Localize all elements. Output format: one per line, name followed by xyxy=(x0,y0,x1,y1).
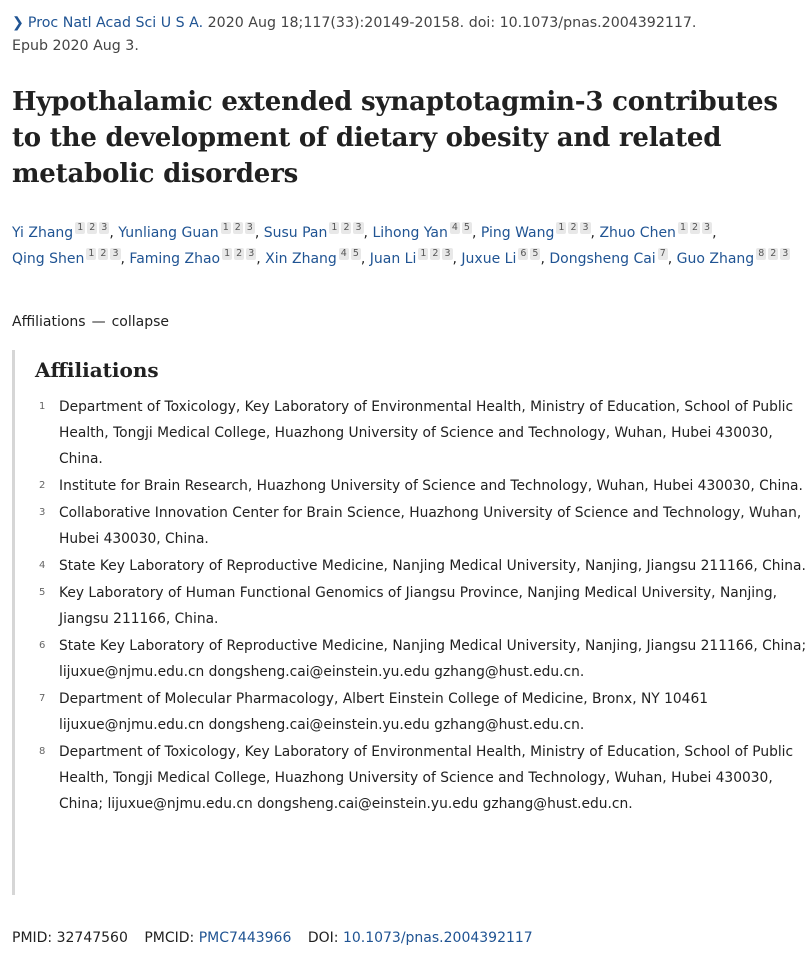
epub-date: Epub 2020 Aug 3. xyxy=(12,38,139,54)
affiliation-item xyxy=(35,473,806,499)
affiliations-toggle-label: Affiliations xyxy=(12,314,86,330)
author-separator: , xyxy=(667,251,677,267)
affiliation-ref-badge[interactable]: 2 xyxy=(234,222,241,233)
article-title: Hypothalamic extended synaptotagmin-3 contributes to the development of dietary obesity and related metabolic disorders xyxy=(12,87,778,189)
author-name-link[interactable]: Juan Li xyxy=(369,251,417,267)
author-separator: , xyxy=(452,251,462,267)
affiliation-refs xyxy=(84,248,120,260)
affiliation-refs xyxy=(656,248,668,260)
affiliation-ref-badge[interactable]: 1 xyxy=(420,248,427,259)
affiliation-ref-badge[interactable]: 5 xyxy=(463,222,470,233)
affiliation-text: Department of Molecular Pharmacology, Albert Einstein College of Medicine, Bronx, NY 10461 lijuxue@njmu.edu.cn dongsheng.cai@einstein.yu.edu gzhang@hust.edu.cn. xyxy=(59,691,708,733)
doi-label: DOI: xyxy=(307,930,339,946)
affiliation-text: Department of Toxicology, Key Laboratory of Environmental Health, Ministry of Education, School of Public Health, Tongji Medical College, Huazhong University of Science and Technology, Wuhan, Hubei 430030, China; lijuxue@njmu.edu.cn dongsheng.cai@einstein.yu.edu gzhang@hust.edu.cn. xyxy=(59,744,794,812)
affiliation-ref-badge[interactable]: 1 xyxy=(77,222,84,233)
author-item xyxy=(118,222,264,241)
chevron-right-icon[interactable]: ❯ xyxy=(12,15,24,31)
author-item xyxy=(480,222,600,241)
affiliation-ref-badge[interactable]: 3 xyxy=(112,248,119,259)
affiliation-item xyxy=(35,500,806,552)
affiliations-toggle[interactable] xyxy=(12,314,169,330)
affiliation-text: Key Laboratory of Human Functional Genomics of Jiangsu Province, Nanjing Medical University, Nanjing, Jiangsu 211166, China. xyxy=(59,585,778,627)
affiliation-ref-badge[interactable]: 1 xyxy=(331,222,338,233)
affiliation-ref-badge[interactable]: 1 xyxy=(88,248,95,259)
author-separator: , xyxy=(120,251,130,267)
author-separator: , xyxy=(363,225,373,241)
author-separator: , xyxy=(360,251,370,267)
affiliation-number: 5 xyxy=(39,587,46,598)
affiliation-refs xyxy=(73,222,109,234)
affiliation-ref-badge[interactable]: 5 xyxy=(532,248,539,259)
author-name-link[interactable]: Juxue Li xyxy=(461,251,517,267)
affiliation-number: 6 xyxy=(39,640,46,651)
collapse-link[interactable]: collapse xyxy=(111,314,170,330)
affiliation-ref-badge[interactable]: 3 xyxy=(704,222,711,233)
affiliation-refs xyxy=(219,222,255,234)
affiliations-panel xyxy=(12,350,806,895)
affiliation-ref-badge[interactable]: 2 xyxy=(691,222,699,233)
author-item xyxy=(12,222,119,241)
author-name-link[interactable]: Qing Shen xyxy=(12,251,85,267)
affiliation-number: 1 xyxy=(39,401,46,412)
author-separator: , xyxy=(254,225,264,241)
author-separator: , xyxy=(540,251,550,267)
affiliation-refs xyxy=(516,248,540,260)
author-item xyxy=(372,222,481,241)
affiliation-text: Institute for Brain Research, Huazhong University of Science and Technology, Wuhan, Hubei 430030, China. xyxy=(59,478,803,494)
author-name-link[interactable]: Xin Zhang xyxy=(265,251,337,267)
affiliation-ref-badge[interactable]: 2 xyxy=(100,248,107,259)
affiliation-ref-badge[interactable]: 1 xyxy=(558,222,565,233)
affiliation-ref-badge[interactable]: 3 xyxy=(355,222,362,233)
affiliation-refs xyxy=(754,248,790,260)
affiliation-ref-badge[interactable]: 5 xyxy=(352,248,359,259)
affiliation-ref-badge[interactable]: 1 xyxy=(222,222,229,233)
affiliation-ref-badge[interactable]: 4 xyxy=(340,248,347,259)
affiliation-ref-badge[interactable]: 3 xyxy=(248,248,255,259)
author-separator: , xyxy=(471,225,481,241)
affiliation-ref-badge[interactable]: 1 xyxy=(224,248,231,259)
affiliation-ref-badge[interactable]: 4 xyxy=(451,222,458,233)
affiliation-ref-badge[interactable]: 2 xyxy=(343,222,350,233)
author-item xyxy=(369,248,462,267)
doi-link[interactable]: 10.1073/pnas.2004392117 xyxy=(342,930,533,946)
affiliation-ref-badge[interactable]: 3 xyxy=(782,248,789,259)
author-item xyxy=(549,248,677,267)
citation-line xyxy=(12,12,802,58)
author-separator: , xyxy=(256,251,266,267)
journal-link[interactable]: Proc Natl Acad Sci U S A. xyxy=(27,15,204,31)
affiliation-number: 2 xyxy=(39,480,46,491)
affiliation-ref-badge[interactable]: 2 xyxy=(89,222,96,233)
author-separator: , xyxy=(712,225,717,241)
identifiers xyxy=(12,930,545,946)
author-name-link[interactable]: Zhuo Chen xyxy=(599,225,676,241)
affiliation-ref-badge[interactable]: 8 xyxy=(758,248,765,259)
author-separator: , xyxy=(590,225,600,241)
affiliation-ref-badge[interactable]: 1 xyxy=(679,222,686,233)
author-item xyxy=(265,248,370,267)
affiliation-refs xyxy=(554,222,590,234)
citation-details: 2020 Aug 18;117(33):20149-20158. doi: 10.1073/pnas.2004392117. xyxy=(207,15,697,31)
pmcid-label: PMCID: xyxy=(144,930,195,946)
pmid-label: PMID: xyxy=(12,930,53,946)
affiliation-refs xyxy=(416,248,452,260)
author-name-link[interactable]: Lihong Yan xyxy=(372,225,448,241)
author-separator: , xyxy=(109,225,119,241)
affiliation-number: 4 xyxy=(39,560,46,571)
author-item xyxy=(12,248,130,267)
author-name-link[interactable]: Ping Wang xyxy=(480,225,555,241)
affiliation-ref-badge[interactable]: 2 xyxy=(770,248,777,259)
affiliation-ref-badge[interactable]: 3 xyxy=(246,222,253,233)
author-item xyxy=(599,222,717,241)
affiliation-ref-badge[interactable]: 2 xyxy=(432,248,439,259)
affiliation-item xyxy=(35,580,806,632)
affiliation-refs xyxy=(327,222,363,234)
affiliation-text: State Key Laboratory of Reproductive Medicine, Nanjing Medical University, Nanjing, Jiangsu 211166, China; lijuxue@njmu.edu.cn dongsheng.cai@einstein.yu.edu gzhang@hust.edu.cn. xyxy=(59,638,806,680)
affiliation-ref-badge[interactable]: 2 xyxy=(236,248,243,259)
author-name-link[interactable]: Susu Pan xyxy=(263,225,328,241)
affiliations-heading: Affiliations xyxy=(35,358,159,382)
affiliation-number: 8 xyxy=(39,746,46,757)
author-name-link[interactable]: Yi Zhang xyxy=(12,225,74,241)
affiliations-list xyxy=(35,394,806,817)
affiliation-item xyxy=(35,739,806,817)
author-item xyxy=(263,222,373,241)
affiliation-text: Collaborative Innovation Center for Brain Science, Huazhong University of Science and Technology, Wuhan, Hubei 430030, China. xyxy=(59,505,802,547)
affiliation-refs xyxy=(676,222,712,234)
author-item xyxy=(461,248,550,267)
author-item xyxy=(129,248,266,267)
affiliation-ref-badge[interactable]: 3 xyxy=(101,222,108,233)
author-name-link[interactable]: Dongsheng Cai xyxy=(549,251,656,267)
toggle-dash-icon: — xyxy=(91,314,106,330)
author-item xyxy=(676,248,791,267)
pmid-value: 32747560 xyxy=(56,930,128,946)
affiliation-refs xyxy=(220,248,256,260)
affiliation-refs xyxy=(448,222,472,234)
affiliation-item xyxy=(35,553,806,579)
affiliation-text: Department of Toxicology, Key Laboratory of Environmental Health, Ministry of Education, School of Public Health, Tongji Medical College, Huazhong University of Science and Technology, Wuhan, Hubei 430030, China. xyxy=(59,399,794,467)
author-name-link[interactable]: Yunliang Guan xyxy=(118,225,219,241)
affiliation-number: 3 xyxy=(39,507,46,518)
affiliation-refs xyxy=(337,248,361,260)
affiliation-ref-badge[interactable]: 2 xyxy=(570,222,577,233)
affiliation-ref-badge[interactable]: 3 xyxy=(582,222,589,233)
affiliation-item xyxy=(35,686,806,738)
affiliation-number: 7 xyxy=(39,693,46,704)
author-list xyxy=(12,220,804,272)
affiliation-ref-badge[interactable]: 7 xyxy=(659,248,666,259)
pmcid-link[interactable]: PMC7443966 xyxy=(198,930,292,946)
affiliation-ref-badge[interactable]: 3 xyxy=(444,248,451,259)
author-name-link[interactable]: Guo Zhang xyxy=(676,251,755,267)
affiliation-item xyxy=(35,394,806,472)
affiliation-ref-badge[interactable]: 6 xyxy=(520,248,527,259)
affiliation-item xyxy=(35,633,806,685)
author-name-link[interactable]: Faming Zhao xyxy=(129,251,221,267)
affiliation-text: State Key Laboratory of Reproductive Medicine, Nanjing Medical University, Nanjing, Jiangsu 211166, China. xyxy=(59,558,806,574)
